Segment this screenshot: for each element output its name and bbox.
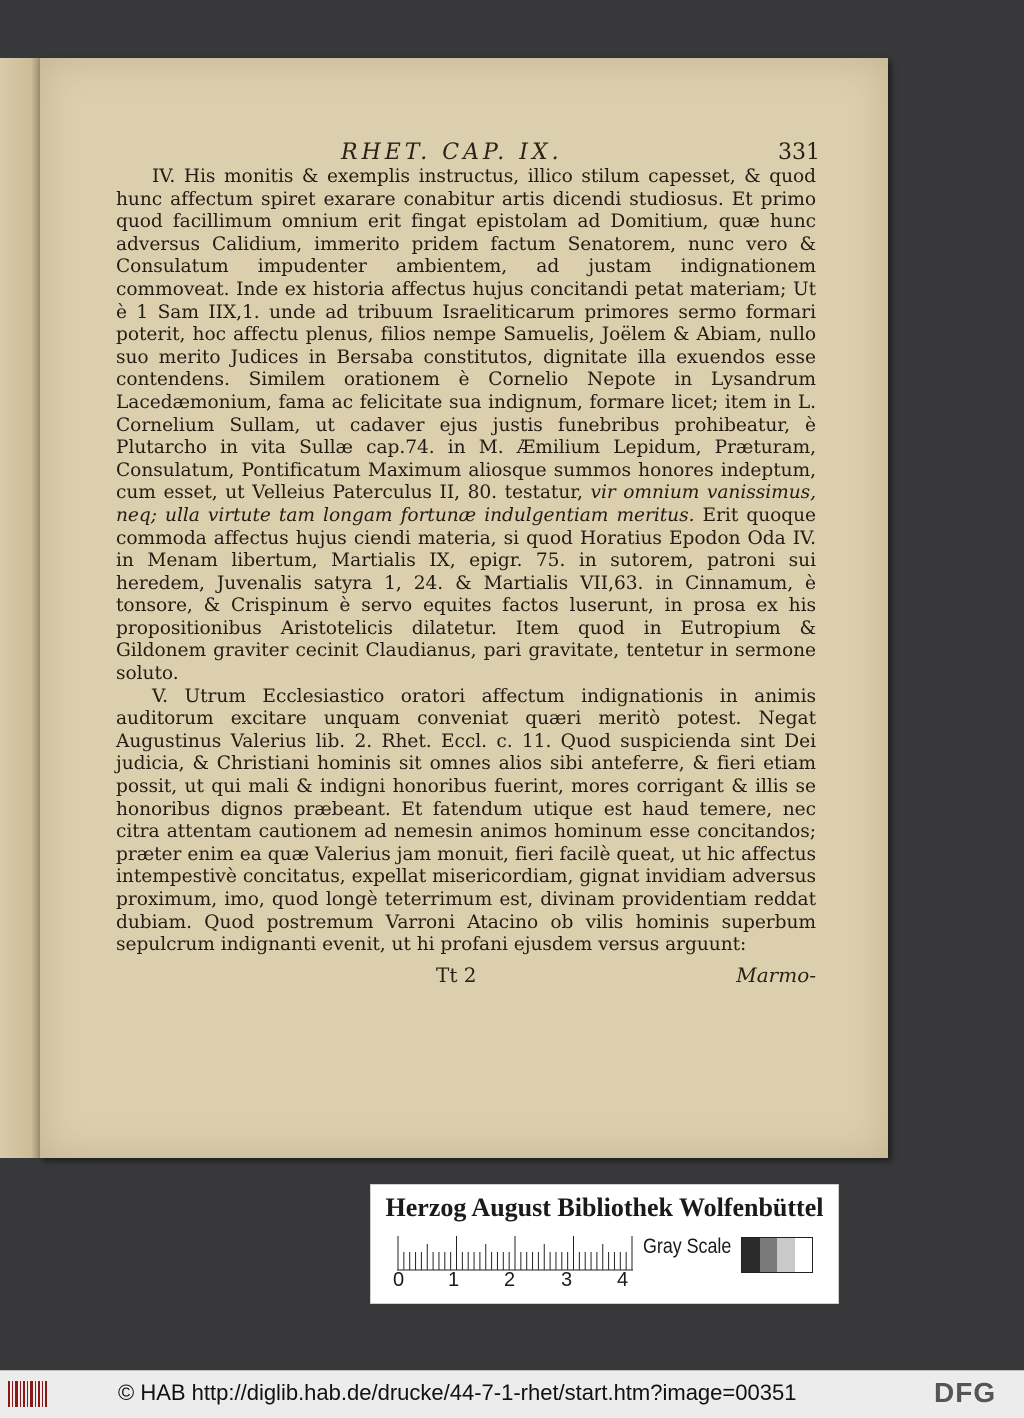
book-page	[40, 58, 888, 1158]
page-number: 331	[778, 140, 820, 165]
paragraph-iv-text: IV. His monitis & exemplis instructus, illico stilum capesset, & quod hunc affectum spiret exarare conabitur artis dicendi studiosus. Et primo quod facillimum omnium erit fingat epistolam ad Domitium, quæ hunc adversus Calidium, immerito pridem factum Senatorem, nunc vero & Consulatum impudenter ambientem, ad justam indignationem commoveat. Inde ex historia affectus hujus concitandi petat materiam; Ut è 1 Sam IIX,1. unde ad tribuum Israeliticarum primores sermo formari poterit, hoc affectu plenus, filios nempe Samuelis, Joëlem & Abiam, nullo suo merito Judices in Bersaba constitutos, dignitate illa exuendos esse contendens. Similem orationem è Cornelio Nepote in Lysandrum Lacedæmonium, fama ac felicitate sua indignum, formare licet; item in L. Cornelium Sullam, ut cadaver ejus justis funebribus prohibeatur, è Plutarcho in vita Sullæ cap.74. in M. Æmilium Lepidum, Præturam, Consulatum, Pontificatum Maximum aliosque summos honores indeptum, cum esset, ut Velleius Paterculus II, 80. testatur,	[116, 166, 816, 504]
paragraph-v	[116, 686, 816, 957]
paragraph-v-text: V. Utrum Ecclesiastico oratori affectum indignationis in animis auditorum excitare unquam conveniat quæri meritò potest. Negat Augustinus Valerius lib. 2. Rhet. Eccl. c. 11. Quod suspicienda sint Dei judicia, & Christiani hominis sit omnes alios sibi anteferre, & fieri etiam possit, ut qui mali & indigni honoribus fuerint, mores corrigant & illis se honoribus dignos præbeant. Et fatendum utique est haud temere, nec citra attentam cautionem ad nemesin animos hominum esse concitandos; præter enim ea quæ Valerius jam monuit, fieri facilè queat, ut hic affectus intempestivè concitatus, expellat misericordiam, gignat invidiam adversus proximum, imo, quod longè teterrimum est, divinam providentiam reddat dubiam. Quod postremum Varroni Atacino ob vilis hominis superbum sepulcrum indignanti evenit, ut hi profani ejusdem versus arguunt:	[116, 685, 816, 956]
swatch-light	[777, 1238, 795, 1272]
swatch-dark	[742, 1238, 760, 1272]
previous-page-edge	[0, 58, 44, 1158]
gray-scale-swatch	[741, 1237, 813, 1273]
gray-scale-label: Gray Scale	[643, 1235, 732, 1258]
dfg-logo: DFG	[934, 1377, 997, 1408]
page-text-block	[116, 140, 820, 989]
ruler-number: 0	[393, 1269, 405, 1291]
ruler-number: 3	[561, 1269, 573, 1291]
paragraph-iv	[116, 166, 816, 686]
library-name: Herzog August Bibliothek Wolfenbüttel	[385, 1193, 824, 1222]
barcode-icon	[6, 1378, 48, 1410]
ruler-numbers	[393, 1269, 633, 1293]
footer-bar	[0, 1370, 1024, 1418]
credit-link[interactable]: © HAB http://diglib.hab.de/drucke/44-7-1-rhet/start.htm?image=00351	[118, 1380, 797, 1405]
swatch-white	[795, 1238, 813, 1272]
paragraph-iv-text-cont: Erit quoque commoda affectus hujus ciendi materia, si quod Horatius Epodon Oda IV. in Menam libertum, Martialis IX, epigr. 75. in sutorem, patroni sui heredem, Juvenalis satyra 1, 24. & Martialis VII,63. in Cinnamum, è tonsore, & Crispinum è servo equites factos luserunt, in prosa ex his propositionibus Aristotelicis dilatetur. Item quod in Eutropium & Gildonem graviter cecinit Claudianus, pari gravitate, tentetur in sermone soluto.	[116, 504, 816, 685]
running-head	[116, 140, 820, 166]
ruler-number: 4	[617, 1269, 629, 1291]
ruler-number: 2	[504, 1269, 516, 1291]
running-head-title: RHET. CAP. IX.	[341, 140, 563, 165]
page-foot	[116, 963, 816, 989]
paragraph-iv-quote: vir omnium vanissimus, neq; ulla virtute tam longam fortunæ indulgentiam meritus.	[116, 482, 816, 526]
ruler-scale	[397, 1235, 633, 1271]
swatch-mid	[760, 1238, 778, 1272]
signature-mark: Tt 2	[436, 962, 477, 987]
catchword: Marmo-	[736, 962, 816, 987]
color-calibration-card	[370, 1184, 839, 1304]
ruler-number: 1	[448, 1269, 460, 1291]
